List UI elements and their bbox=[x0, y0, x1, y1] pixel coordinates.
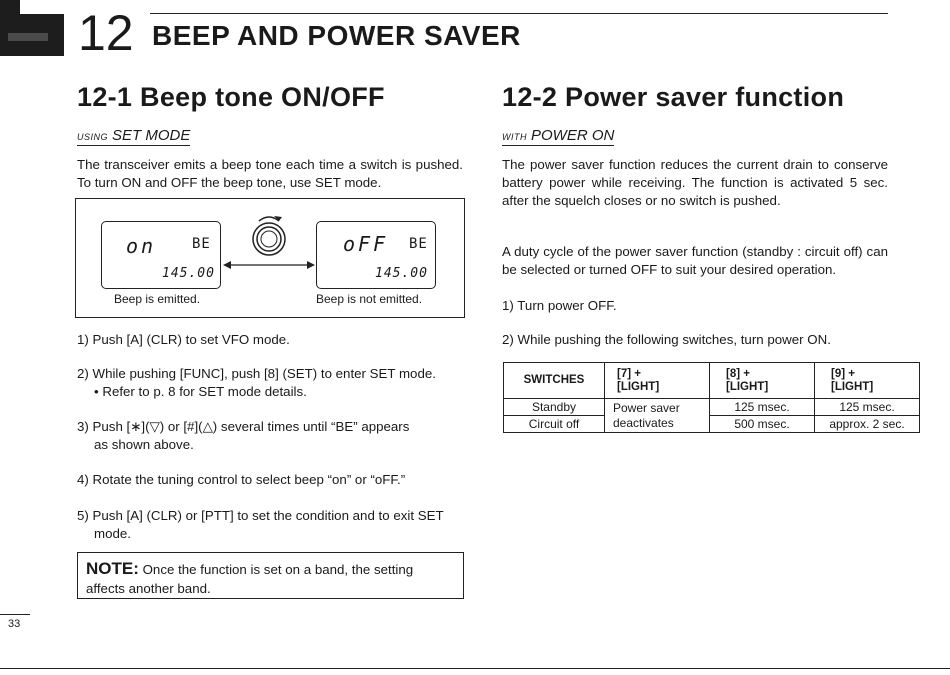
lcd-on bbox=[101, 221, 221, 289]
power-saver-table bbox=[503, 362, 920, 433]
power-step-1 bbox=[502, 296, 617, 315]
step-text: Push [A] (CLR) or [PTT] to set the condition and to exit SET bbox=[92, 508, 444, 523]
header-line: [7] + bbox=[617, 367, 641, 380]
lcd-off-freq: 145.00 bbox=[375, 266, 428, 281]
mode-text: SET MODE bbox=[112, 127, 191, 144]
power-step-2 bbox=[502, 330, 831, 349]
mode-text: POWER ON bbox=[531, 127, 615, 144]
step-text: Turn power OFF. bbox=[517, 298, 617, 313]
header-line: [LIGHT] bbox=[831, 380, 874, 393]
tuning-knob-arrow bbox=[221, 207, 316, 279]
cell-8-standby: 125 msec. bbox=[710, 399, 815, 416]
step-number: 5) bbox=[77, 508, 89, 523]
table-header-row bbox=[504, 363, 920, 399]
step-text: Push [A] (CLR) to set VFO mode. bbox=[92, 332, 290, 347]
cell-8-circuit-off: 500 msec. bbox=[710, 416, 815, 433]
section-title-power-saver: 12-2 Power saver function bbox=[502, 82, 845, 112]
chapter-tab-mark bbox=[8, 33, 48, 41]
chapter-rule bbox=[150, 13, 888, 14]
display-figure bbox=[75, 198, 465, 318]
step-number: 2) bbox=[77, 366, 89, 381]
step-text: Rotate the tuning control to select beep “on” or “oFF.” bbox=[92, 472, 406, 487]
cell-power-saver-deactivates bbox=[605, 399, 710, 433]
cell-line: deactivates bbox=[613, 415, 674, 430]
mode-line-with bbox=[502, 127, 614, 146]
mode-prefix: USING bbox=[77, 132, 109, 142]
step-number: 2) bbox=[502, 332, 514, 347]
beep-step-3-sub: as shown above. bbox=[94, 437, 194, 452]
beep-step-4 bbox=[77, 470, 405, 489]
beep-step-1 bbox=[77, 330, 290, 349]
header-line: [LIGHT] bbox=[726, 380, 769, 393]
step-number: 4) bbox=[77, 472, 89, 487]
step-text: Push [∗](▽) or [#](△) several times until “BE” appears bbox=[92, 419, 410, 434]
mode-prefix: WITH bbox=[502, 132, 527, 142]
note-label: NOTE: bbox=[86, 559, 139, 578]
caption-on: Beep is emitted. bbox=[114, 292, 201, 306]
step-text: While pushing [FUNC], push [8] (SET) to enter SET mode. bbox=[92, 366, 436, 381]
lcd-on-freq: 145.00 bbox=[162, 266, 215, 281]
beep-intro: The transceiver emits a beep tone each time a switch is pushed. To turn ON and OFF the beep tone, use SET mode. bbox=[77, 157, 463, 190]
chapter-tab-top bbox=[0, 0, 20, 14]
note-line-1 bbox=[86, 559, 413, 579]
table-row bbox=[504, 416, 920, 433]
beep-step-5-sub: mode. bbox=[94, 526, 131, 541]
section-title-beep: 12-1 Beep tone ON/OFF bbox=[77, 82, 385, 112]
note-text-1: Once the function is set on a band, the setting bbox=[142, 562, 414, 577]
header-line: [9] + bbox=[831, 367, 855, 380]
chapter-title: BEEP AND POWER SAVER bbox=[152, 20, 521, 51]
page-number: 33 bbox=[8, 618, 21, 630]
header-line: [LIGHT] bbox=[617, 380, 660, 393]
header-8-light bbox=[710, 363, 815, 399]
header-9-light bbox=[815, 363, 920, 399]
header-switches: SWITCHES bbox=[504, 363, 605, 399]
row-label-standby: Standby bbox=[504, 399, 605, 416]
header-line: [8] + bbox=[726, 367, 750, 380]
bottom-rule bbox=[0, 668, 950, 669]
table-row bbox=[504, 399, 920, 416]
row-label-circuit-off: Circuit off bbox=[504, 416, 605, 433]
note-text-2: affects another band. bbox=[86, 581, 211, 596]
lcd-off bbox=[316, 221, 436, 289]
step-number: 1) bbox=[502, 298, 514, 313]
step-text: While pushing the following switches, turn power ON. bbox=[517, 332, 831, 347]
power-saver-para-2: A duty cycle of the power saver function (standby : circuit off) can be selected or turned OFF to suit your desired operation. bbox=[502, 244, 888, 277]
beep-step-2-sub: • Refer to p. 8 for SET mode details. bbox=[94, 384, 307, 399]
beep-step-5 bbox=[77, 506, 444, 525]
cell-line: Power saver bbox=[613, 400, 680, 415]
beep-step-3 bbox=[77, 417, 409, 436]
header-7-light bbox=[605, 363, 710, 399]
cell-9-standby: 125 msec. bbox=[815, 399, 920, 416]
lcd-off-main: oFF bbox=[343, 232, 389, 256]
step-number: 1) bbox=[77, 332, 89, 347]
step-number: 3) bbox=[77, 419, 89, 434]
note-box bbox=[77, 552, 464, 599]
caption-off: Beep is not emitted. bbox=[316, 292, 423, 306]
cell-9-circuit-off: approx. 2 sec. bbox=[815, 416, 920, 433]
lcd-on-main: on bbox=[126, 234, 157, 258]
beep-step-2 bbox=[77, 364, 436, 383]
page-number-rule bbox=[0, 614, 30, 615]
lcd-on-be: BE bbox=[192, 236, 211, 252]
chapter-number: 12 bbox=[78, 5, 134, 61]
power-saver-para-1: The power saver function reduces the current drain to conserve battery power while receiving. The function is activated 5 sec. after the squelch closes or no switch is pushed. bbox=[502, 157, 888, 208]
lcd-off-be: BE bbox=[409, 236, 428, 252]
mode-line-using bbox=[77, 127, 190, 146]
